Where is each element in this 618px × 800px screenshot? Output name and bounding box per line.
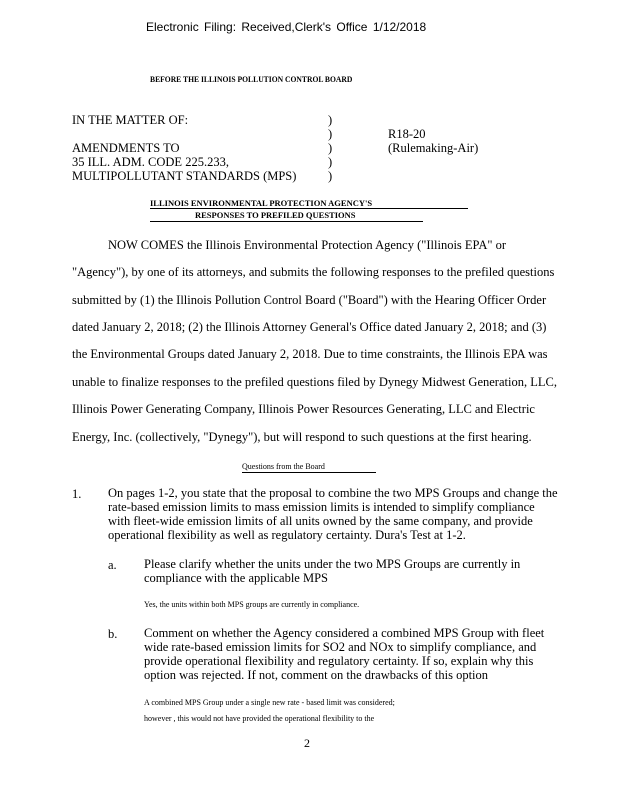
caption-line-3: MULTIPOLLUTANT STANDARDS (MPS) bbox=[72, 169, 297, 183]
title-underline bbox=[150, 208, 468, 209]
body-line: submitted by (1) the Illinois Pollution Control Board ("Board") with the Hearing Officer Order bbox=[72, 293, 547, 307]
docket-number: R18-20 bbox=[388, 127, 426, 141]
filing-header: Electronic Filing: Received,Clerk's Office 1/12/2018 bbox=[146, 20, 427, 34]
subquestion-line: wide rate-based emission limits for SO2 and NOx to simplify compliance, and bbox=[144, 640, 537, 654]
question-line: On pages 1-2, you state that the proposal to combine the two MPS Groups and change the bbox=[108, 486, 558, 500]
question-line: with fleet-wide emission limits of all units owned by the same company, and provide bbox=[108, 514, 533, 528]
body-line: the Environmental Groups dated January 2, 2018. Due to time constraints, the Illinois EPA was bbox=[72, 347, 548, 361]
docket-type: (Rulemaking-Air) bbox=[388, 141, 479, 155]
title-underline bbox=[150, 221, 423, 222]
caption-paren: ) bbox=[328, 155, 333, 169]
body-line: Energy, Inc. (collectively, "Dynegy"), but will respond to such questions at the first hearing. bbox=[72, 430, 532, 444]
subquestion-label: b. bbox=[108, 627, 118, 641]
questions-heading: Questions from the Board bbox=[242, 462, 325, 471]
heading-underline bbox=[242, 472, 376, 473]
question-line: rate-based emission limits to mass emission limits is intended to simplify compliance bbox=[108, 500, 535, 514]
subquestion-label: a. bbox=[108, 558, 117, 572]
page-number: 2 bbox=[304, 736, 310, 750]
caption-paren: ) bbox=[328, 141, 333, 155]
caption-paren: ) bbox=[328, 169, 333, 183]
matter-line: IN THE MATTER OF: bbox=[72, 113, 189, 127]
caption-line-1: AMENDMENTS TO bbox=[72, 141, 180, 155]
answer-b: A combined MPS Group under a single new rate - based limit was considered; bbox=[144, 698, 395, 707]
caption-paren: ) bbox=[328, 127, 333, 141]
subquestion-line: compliance with the applicable MPS bbox=[144, 571, 328, 585]
question-line: operational flexibility as well as regulatory certainty. Dura's Test at 1-2. bbox=[108, 528, 466, 542]
body-line: NOW COMES the Illinois Environmental Protection Agency ("Illinois EPA" or bbox=[108, 238, 507, 252]
body-line: "Agency"), by one of its attorneys, and submits the following responses to the prefiled questions bbox=[72, 265, 555, 279]
subquestion-line: option was rejected. If not, comment on the drawbacks of this option bbox=[144, 668, 489, 682]
response-title-line-1: ILLINOIS ENVIRONMENTAL PROTECTION AGENCY'S bbox=[150, 198, 373, 208]
subquestion-line: provide operational flexibility and regulatory certainty. If so, explain why this bbox=[144, 654, 534, 668]
body-line: unable to finalize responses to the prefiled questions filed by Dynegy Midwest Generation, LLC, bbox=[72, 375, 557, 389]
board-title: BEFORE THE ILLINOIS POLLUTION CONTROL BOARD bbox=[150, 75, 353, 84]
answer-b: however , this would not have provided the operational flexibility to the bbox=[144, 714, 375, 723]
answer-a: Yes, the units within both MPS groups are currently in compliance. bbox=[144, 600, 360, 609]
body-line: Illinois Power Generating Company, Illinois Power Resources Generating, LLC and Electric bbox=[72, 402, 535, 416]
caption-line-2: 35 ILL. ADM. CODE 225.233, bbox=[72, 155, 229, 169]
caption-paren: ) bbox=[328, 113, 333, 127]
subquestion-line: Please clarify whether the units under the two MPS Groups are currently in bbox=[144, 557, 521, 571]
subquestion-line: Comment on whether the Agency considered a combined MPS Group with fleet bbox=[144, 626, 545, 640]
body-line: dated January 2, 2018; (2) the Illinois Attorney General's Office dated January 2, 2018; and (3) bbox=[72, 320, 547, 334]
question-number: 1. bbox=[72, 487, 82, 501]
response-title-line-2: RESPONSES TO PREFILED QUESTIONS bbox=[195, 210, 356, 220]
